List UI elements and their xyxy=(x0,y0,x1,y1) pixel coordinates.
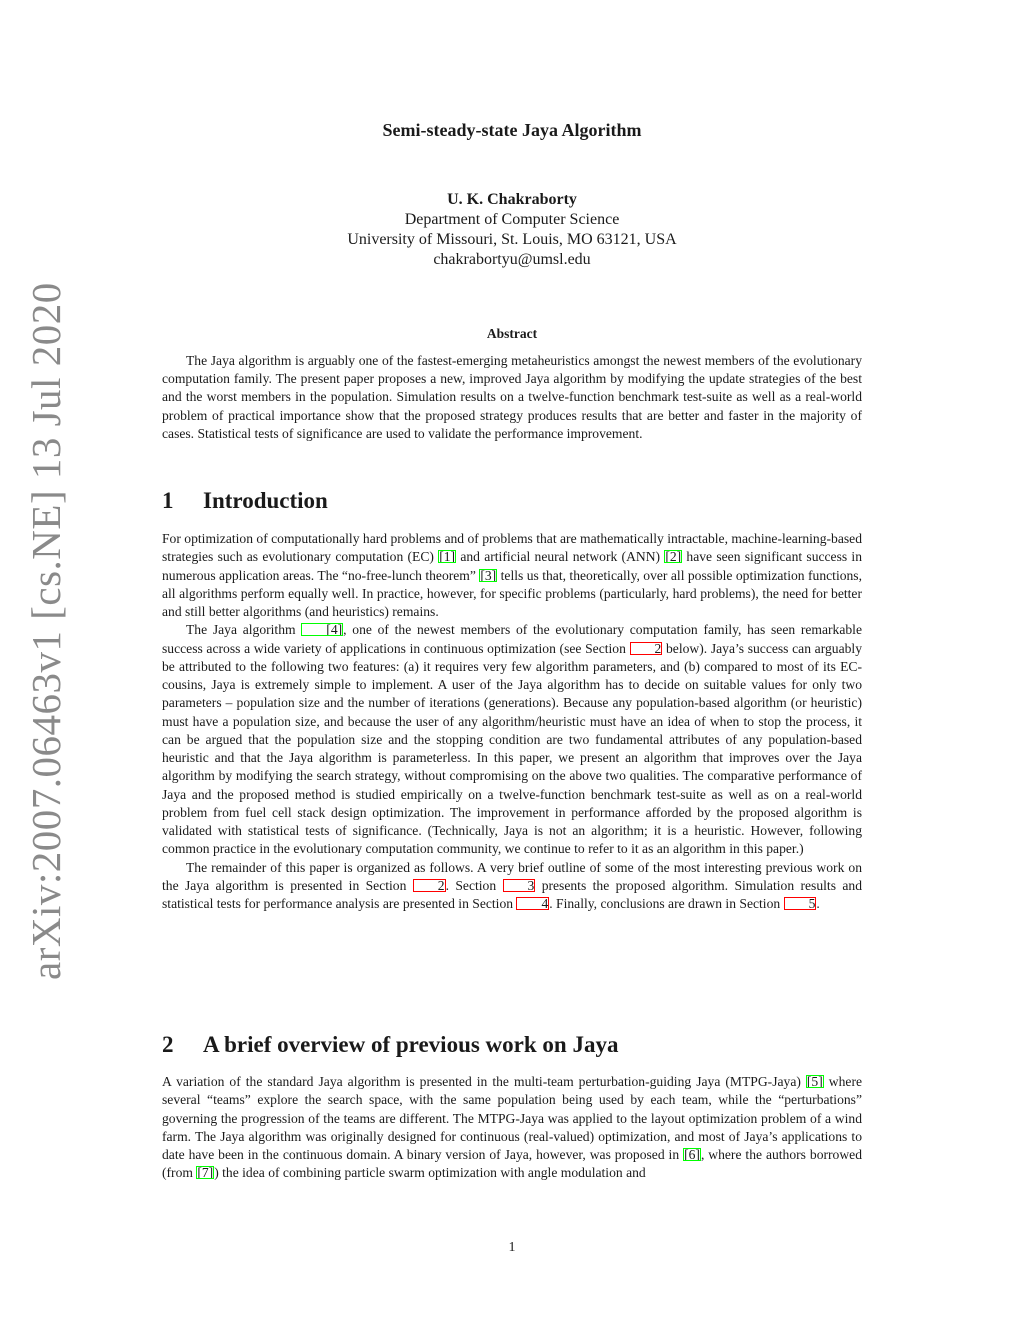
abstract-text: The Jaya algorithm is arguably one of the fastest-emerging metaheuristics amongst the newest members of the evolutionary computation family. The present paper proposes a new, improved Jaya algorithm by modifying the update strategies of the best and the worst members in the population. Simulation results on a twelve-function benchmark test-suite as well as a real-world problem of practical importance show that the proposed strategy produces results that are better and faster in the majority of cases. Statistical tests of significance are used to validate the performance improvement. xyxy=(162,353,862,441)
section-2-body xyxy=(162,1073,862,1183)
section-title: Introduction xyxy=(203,488,328,513)
citation-link[interactable]: [5] xyxy=(806,1074,823,1089)
section-number: 2 xyxy=(162,1032,174,1057)
paragraph: For optimization of computationally hard problems and of problems that are mathematically intractable, machine-learning-based strategies such as evolutionary computation (EC) [1] and artificial neural network (ANN) [2] have seen significant success in numerous application areas. The “no-free-lunch theorem” [3] tells us that, theoretically, over all possible optimization functions, all algorithms perform equally well. In practice, however, for specific problems (particularly, hard problems), the need for better and still better algorithms (and heuristics) remains. xyxy=(162,531,862,619)
citation-link[interactable]: [7] xyxy=(197,1165,214,1181)
author-name: U. K. Chakraborty xyxy=(447,191,577,208)
author-block xyxy=(162,190,862,270)
section-number: 1 xyxy=(162,488,174,513)
citation-link[interactable]: [1] xyxy=(439,549,456,565)
section-reference-link[interactable]: 2 xyxy=(630,642,663,655)
paragraph: A variation of the standard Jaya algorithm is presented in the multi-team perturbation-guiding Jaya (MTPG-Jaya) [5] where several “teams” explore the search space, with the same population being used by each team, while the “perturbations” governing the progression of the teams are different. The MTPG-Jaya was applied to the layout optimization problem of a wind farm. The Jaya algorithm was originally designed for continuous (real-valued) optimization, and most of Jaya’s applications to date have been in the continuous domain. A binary version of Jaya, however, was proposed in [6], where the authors borrowed (from [7]) the idea of combining particle swarm optimization with angle modulation and xyxy=(162,1074,862,1181)
abstract-heading: Abstract xyxy=(486,326,538,341)
paragraph: The remainder of this paper is organized as follows. A very brief outline of some of the most interesting previous work on the Jaya algorithm is presented in Section 2. Section 3 presents the proposed algorithm. Simulation results and statistical tests for performance analysis are presented in Section 4. Finally, conclusions are drawn in Section 5. xyxy=(162,859,862,911)
section-1-heading xyxy=(162,488,862,514)
section-title: A brief overview of previous work on Jaya xyxy=(203,1032,619,1057)
page-number: 1 xyxy=(508,1240,516,1255)
citation-link[interactable]: [4] xyxy=(301,623,343,636)
citation-link[interactable]: [3] xyxy=(480,567,497,583)
section-reference-link[interactable]: 2 xyxy=(413,879,446,892)
section-reference-link[interactable]: 3 xyxy=(503,879,536,892)
author-email[interactable]: chakrabortyu@umsl.edu xyxy=(433,251,591,268)
section-reference-link[interactable]: 5 xyxy=(784,897,817,910)
paper-title: Semi-steady-state Jaya Algorithm xyxy=(382,120,642,140)
author-affiliation: University of Missouri, St. Louis, MO 63121, USA xyxy=(347,231,677,248)
citation-link[interactable]: [2] xyxy=(665,549,682,565)
author-department: Department of Computer Science xyxy=(404,211,620,228)
section-2-heading xyxy=(162,1032,862,1058)
arxiv-identifier-stamp: arXiv:2007.06463v1 [cs.NE] 13 Jul 2020 xyxy=(23,282,69,980)
citation-link[interactable]: [6] xyxy=(684,1147,700,1162)
section-reference-link[interactable]: 4 xyxy=(516,897,549,910)
introduction-body xyxy=(162,530,862,913)
paragraph: The Jaya algorithm [4], one of the newest members of the evolutionary computation family, has seen remarkable success across a wide variety of applications in continuous optimization (see Section 2 below). Jaya’s success can arguably be attributed to the following two features: (a) it requires very few algorithm parameters, and (b) compared to most of its EC-cousins, Jaya is extremely simple to implement. A user of the Jaya algorithm has to decide on suitable values for only two parameters – population size and the number of iterations (generations). Because any population-based algorithm (or heuristic) must have a population size, and because the user of any algorithm/heuristic must have an idea of when to stop the process, it can be argued that the population size and the stopping condition are two fundamental attributes of any population-based heuristic and that the Jaya algorithm is parameterless. In this paper, we present an algorithm that improves over the Jaya algorithm by modifying the search strategy, without compromising on the above two qualities. The comparative performance of Jaya and the proposed method is studied empirically on a twelve-function benchmark test-suite as well as on a real-world problem from fuel cell stack design optimization. The improvement in performance afforded by the proposed algorithm is validated with statistical tests of significance. (Technically, Jaya is not an algorithm; it is a heuristic. However, following common practice in the evolutionary computation community, we continue to refer to it as an algorithm in this paper.) xyxy=(162,622,862,857)
